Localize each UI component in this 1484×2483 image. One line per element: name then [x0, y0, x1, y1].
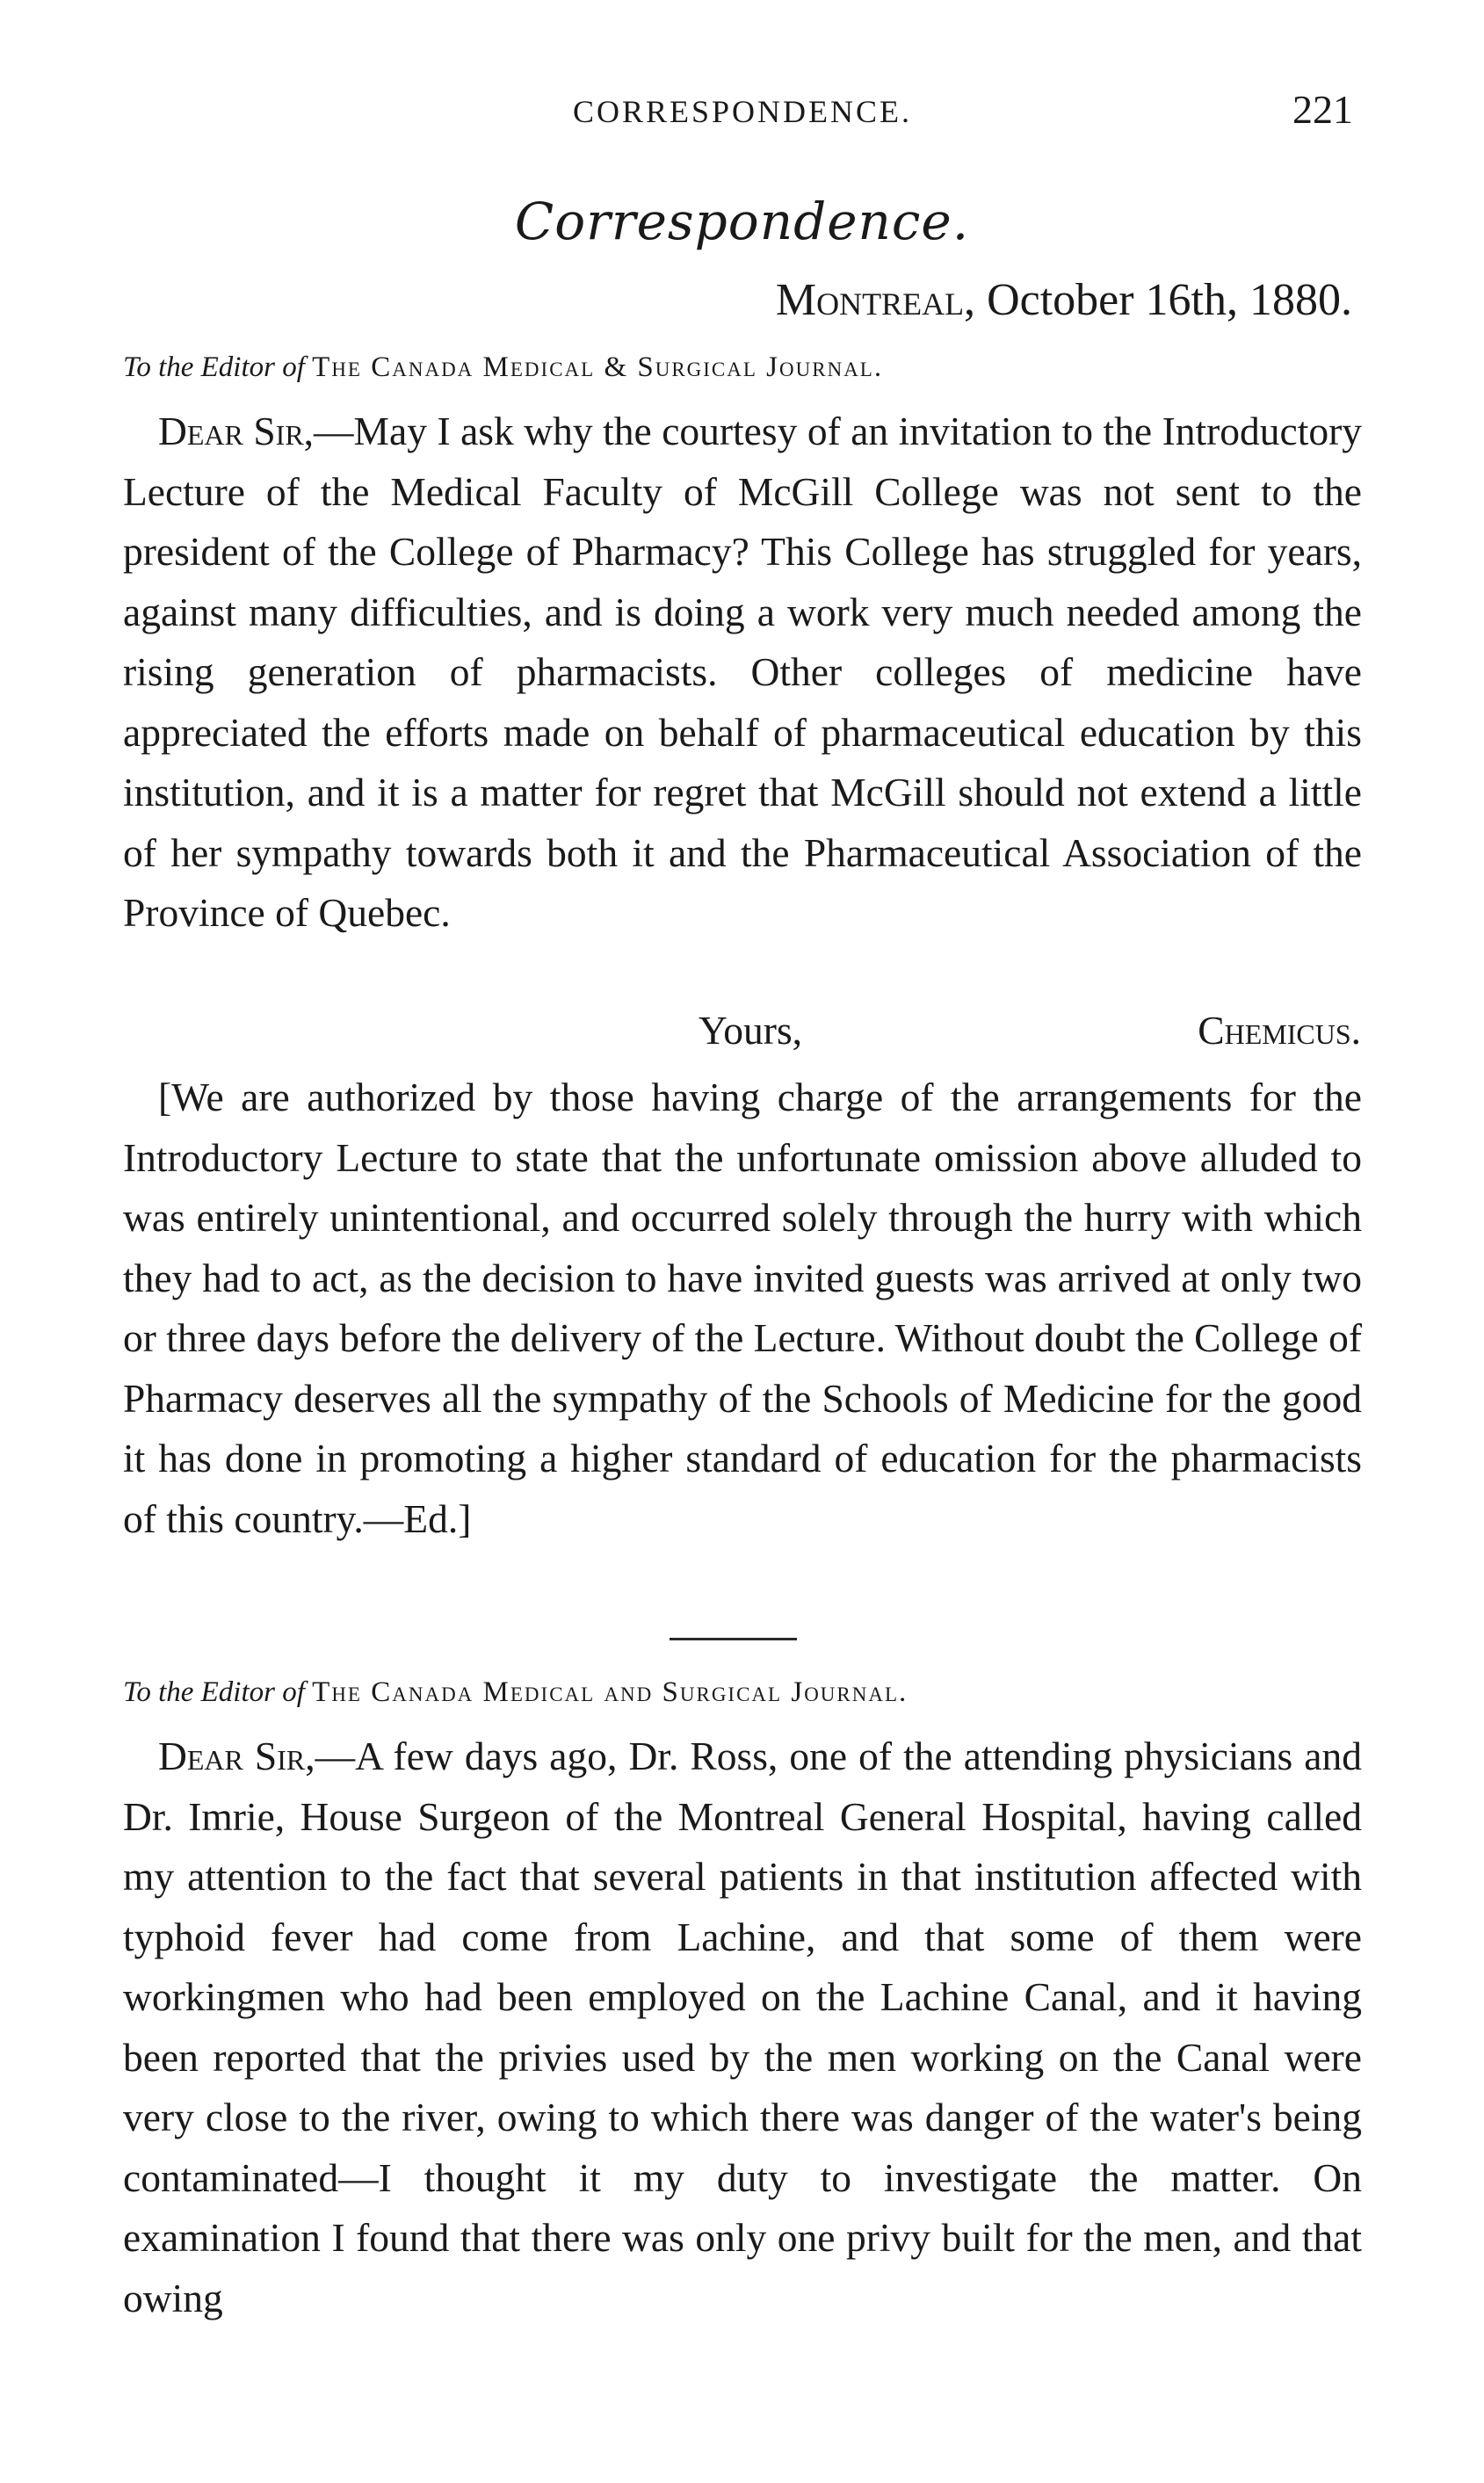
letter-2-body — [123, 1727, 1362, 2328]
running-title: CORRESPONDENCE. — [572, 94, 913, 129]
signoff: Yours, — [699, 1008, 803, 1053]
letter-1-opening: Dear Sir, — [158, 409, 315, 453]
dateline-place: Montreal, — [775, 275, 976, 325]
addressee-prefix-1: To the Editor of — [123, 351, 305, 383]
dateline — [776, 274, 1352, 326]
letter-1-body — [123, 402, 1362, 944]
addressee-line-1 — [123, 351, 883, 384]
letter-2-opening: Dear Sir, — [158, 1734, 315, 1778]
section-title: Correspondence. — [514, 192, 970, 251]
addressee-journal-1: The Canada Medical & Surgical Journal. — [312, 351, 884, 383]
addressee-line-2 — [123, 1676, 908, 1709]
page-number: 221 — [1292, 87, 1353, 132]
signature: Chemicus. — [1198, 1008, 1361, 1053]
letter-1-text: —May I ask why the courtesy of an invitation to the Introductory Lecture of the Medical Faculty of McGill College was not sent to the president of the College of Pharmacy? This College has struggled for years, against many difficulties, and is doing a work very much needed among the rising generation of pharmacists. Other colleges of medicine have appreciated the efforts made on behalf of pharmaceutical education by this institution, and it is a matter for regret that McGill should not extend a little of her sympathy towards both it and the Pharmaceutical Association of the Province of Quebec. — [123, 409, 1362, 935]
editor-note: [We are authorized by those having charge of the arrangements for the Introductory Lecture to state that the unfortunate omission above alluded to was entirely unintentional, and occurred solely through the hurry with which they had to act, as the decision to have invited guests was arrived at only two or three days before the delivery of the Lecture. Without doubt the College of Pharmacy deserves all the sympathy of the Schools of Medicine for the good it has done in promoting a higher standard of education for the pharmacists of this country.—Ed.] — [123, 1075, 1362, 1541]
letter-2-text: —A few days ago, Dr. Ross, one of the attending physicians and Dr. Imrie, House Surgeon of the Montreal General Hospital, having called my attention to the fact that several patients in that institution affected with typhoid fever had come from Lachine, and that some of them were workingmen who had been employed on the Lachine Canal, and it having been reported that the privies used by the men working on the Canal were very close to the river, owing to which there was danger of the water's being contaminated—I thought it my duty to investigate the matter. On examination I found that there was only one privy built for the men, and that owing — [123, 1734, 1362, 2320]
section-divider — [670, 1638, 797, 1640]
dateline-date: October 16th, 1880. — [987, 275, 1352, 325]
addressee-journal-2: The Canada Medical and Surgical Journal. — [312, 1676, 908, 1708]
running-head — [132, 86, 1353, 139]
addressee-prefix-2: To the Editor of — [123, 1676, 305, 1708]
